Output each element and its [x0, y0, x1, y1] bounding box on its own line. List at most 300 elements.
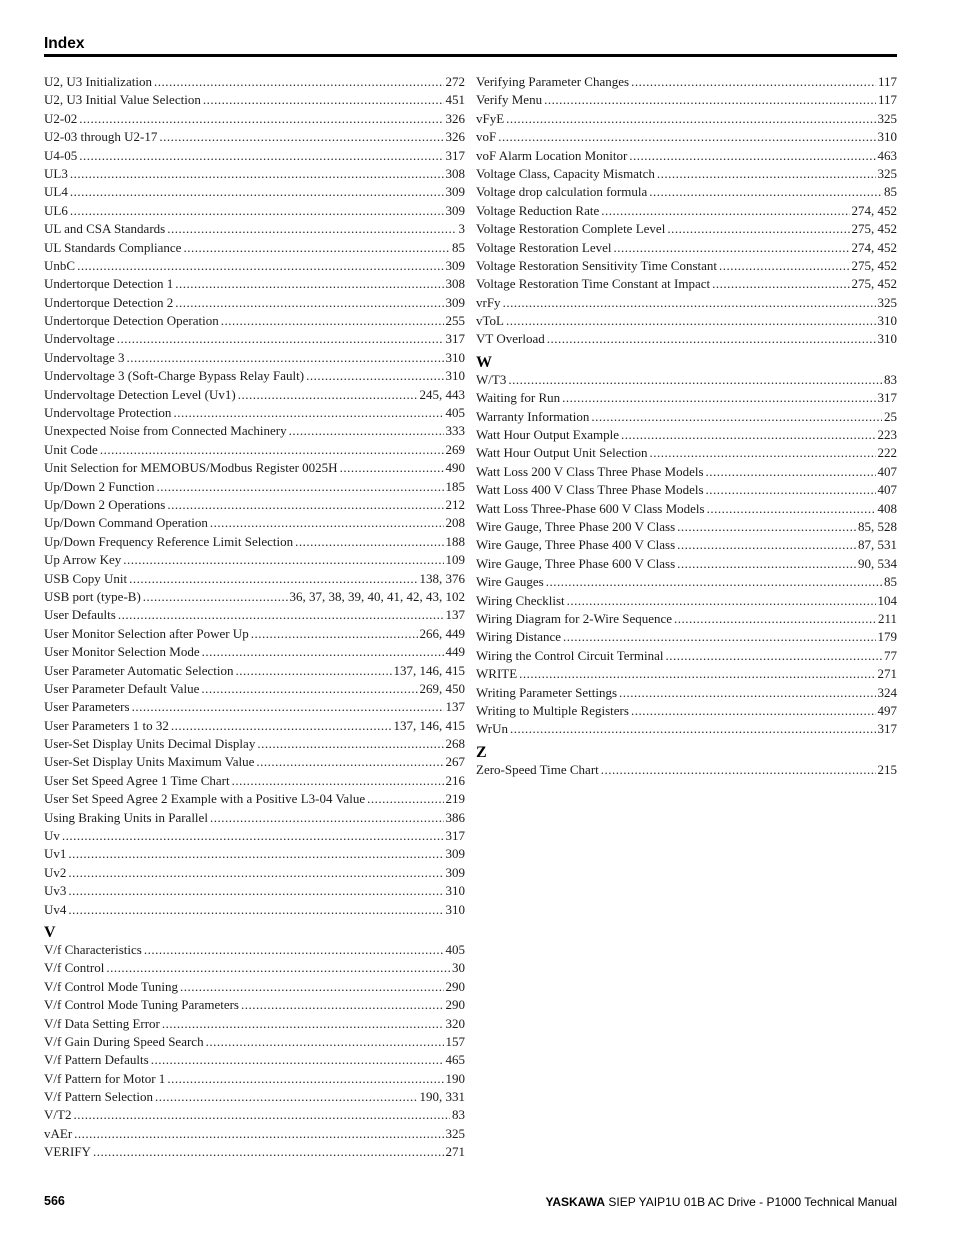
index-entry: [476, 648, 897, 666]
index-term: V/f Gain During Speed Search: [44, 1033, 204, 1049]
page-reference: 325: [877, 294, 897, 310]
index-term: Voltage Reduction Rate: [476, 202, 600, 218]
section-letter: V: [44, 923, 56, 941]
page-reference: 83: [452, 1107, 465, 1123]
index-entry: [44, 718, 465, 736]
dot-leader: [601, 203, 849, 219]
page-reference: 215: [877, 761, 897, 777]
page-reference: 223: [877, 427, 897, 443]
page-reference: 274, 452: [851, 239, 897, 255]
index-term: Waiting for Run: [476, 390, 561, 406]
index-entry: [44, 1071, 465, 1089]
page-reference: 222: [877, 445, 897, 461]
dot-leader: [117, 331, 444, 347]
page-reference: 216: [445, 772, 465, 788]
index-entry: [476, 721, 897, 739]
page-reference: 317: [877, 390, 897, 406]
index-entry: [44, 368, 465, 386]
index-entry: [476, 276, 897, 294]
index-entry: [44, 773, 465, 791]
page-reference: 325: [877, 110, 897, 126]
index-entry: [44, 1052, 465, 1070]
index-term: voF: [476, 129, 497, 145]
index-term: User Set Speed Agree 2 Example with a Positive L3-04 Value: [44, 791, 366, 807]
dot-leader: [498, 129, 875, 145]
index-entry: [476, 629, 897, 647]
index-term: UL and CSA Standards: [44, 221, 166, 237]
index-term: Wiring the Control Circuit Terminal: [476, 647, 664, 663]
index-entry: [44, 423, 465, 441]
index-term: Voltage drop calculation formula: [476, 184, 648, 200]
page-reference: 137, 146, 415: [393, 662, 465, 678]
page-reference: 36, 37, 38, 39, 40, 41, 42, 43, 102: [289, 588, 465, 604]
index-entry: [44, 754, 465, 772]
index-entry: [44, 571, 465, 589]
index-entry: [476, 372, 897, 390]
index-entry: [476, 221, 897, 239]
dot-leader: [677, 556, 856, 572]
dot-leader: [367, 791, 443, 807]
index-entry: [476, 519, 897, 537]
index-entry: [44, 111, 465, 129]
page-reference: 309: [445, 846, 465, 862]
page-reference: 405: [445, 405, 465, 421]
index-entry: [476, 184, 897, 202]
manual-title: [545, 1195, 897, 1209]
page-reference: 83: [884, 371, 897, 387]
dot-leader: [657, 166, 876, 182]
page-reference: 274, 452: [851, 202, 897, 218]
index-term: V/f Data Setting Error: [44, 1015, 160, 1031]
page-reference: 290: [445, 978, 465, 994]
dot-leader: [202, 644, 444, 660]
page-reference: 275, 452: [851, 276, 897, 292]
index-term: USB Copy Unit: [44, 570, 128, 586]
dot-leader: [677, 519, 856, 535]
page-reference: 85: [884, 574, 897, 590]
index-term: Undervoltage Detection Level (Uv1): [44, 386, 236, 402]
index-term: Up/Down 2 Operations: [44, 496, 166, 512]
dot-leader: [562, 390, 875, 406]
page-reference: 407: [877, 463, 897, 479]
page-reference: 308: [445, 276, 465, 292]
index-entry: [44, 479, 465, 497]
index-entry: [476, 129, 897, 147]
index-term: Wiring Checklist: [476, 592, 565, 608]
dot-leader: [666, 648, 882, 664]
page-reference: 386: [445, 809, 465, 825]
dot-leader: [544, 92, 876, 108]
page-reference: 449: [445, 644, 465, 660]
page-reference: 317: [445, 331, 465, 347]
page-reference: 117: [877, 92, 897, 108]
dot-leader: [707, 501, 876, 517]
index-term: Undervoltage 3: [44, 349, 125, 365]
page-reference: 326: [445, 129, 465, 145]
index-column-right: [476, 74, 897, 780]
dot-leader: [79, 111, 443, 127]
index-term: Voltage Restoration Sensitivity Time Constant: [476, 257, 717, 273]
index-entry: [44, 681, 465, 699]
index-entry: [44, 221, 465, 239]
page-reference: 188: [445, 533, 465, 549]
page-reference: 25: [884, 408, 897, 424]
index-entry: [44, 960, 465, 978]
dot-leader: [712, 276, 849, 292]
page-reference: 212: [445, 496, 465, 512]
index-entry: [44, 589, 465, 607]
index-entry: [476, 166, 897, 184]
dot-leader: [157, 479, 444, 495]
page-reference: 190: [445, 1070, 465, 1086]
index-term: V/f Characteristics: [44, 941, 142, 957]
dot-leader: [241, 997, 444, 1013]
index-term: Wire Gauge, Three Phase 600 V Class: [476, 555, 676, 571]
index-entry: [44, 129, 465, 147]
page-reference: 267: [445, 754, 465, 770]
index-entry: [44, 515, 465, 533]
index-entry: [476, 148, 897, 166]
page-reference: 465: [445, 1052, 465, 1068]
index-term: Voltage Restoration Complete Level: [476, 221, 666, 237]
page-number: 566: [44, 1194, 65, 1208]
index-entry: [476, 203, 897, 221]
index-entry: [476, 74, 897, 92]
index-term: Undertorque Detection Operation: [44, 313, 219, 329]
index-entry: [476, 313, 897, 331]
page-reference: 310: [877, 331, 897, 347]
index-entry: [476, 593, 897, 611]
index-term: Wire Gauge, Three Phase 400 V Class: [476, 537, 676, 553]
index-term: V/f Pattern for Motor 1: [44, 1070, 166, 1086]
dot-leader: [180, 979, 444, 995]
dot-leader: [167, 221, 456, 237]
index-term: V/T2: [44, 1107, 72, 1123]
index-term: Watt Hour Output Unit Selection: [476, 445, 648, 461]
index-term: V/f Pattern Selection: [44, 1089, 154, 1105]
index-entry: [476, 390, 897, 408]
dot-leader: [621, 427, 875, 443]
page-reference: 275, 452: [851, 221, 897, 237]
dot-leader: [563, 629, 875, 645]
page-reference: 333: [445, 423, 465, 439]
dot-leader: [206, 1034, 444, 1050]
page-reference: 309: [445, 184, 465, 200]
index-entry: [44, 387, 465, 405]
page-reference: 405: [445, 941, 465, 957]
dot-leader: [706, 482, 876, 498]
index-term: Uv1: [44, 846, 67, 862]
index-term: U2, U3 Initialization: [44, 74, 152, 89]
index-term: U2-02: [44, 110, 78, 126]
index-term: Verify Menu: [476, 92, 543, 108]
index-entry: [44, 442, 465, 460]
dot-leader: [257, 736, 443, 752]
header-rule: [44, 54, 897, 57]
dot-leader: [167, 497, 443, 513]
page-reference: 245, 443: [419, 386, 465, 402]
dot-leader: [123, 552, 443, 568]
dot-leader: [118, 607, 444, 623]
index-entry: [476, 295, 897, 313]
index-entry: [476, 501, 897, 519]
dot-leader: [70, 203, 444, 219]
index-entry: [476, 611, 897, 629]
index-entry: [44, 258, 465, 276]
page-reference: 309: [445, 864, 465, 880]
dot-leader: [506, 111, 875, 127]
index-term: User Parameter Automatic Selection: [44, 662, 234, 678]
index-term: Uv2: [44, 864, 67, 880]
index-entry: [44, 865, 465, 883]
page-reference: 77: [884, 647, 897, 663]
dot-leader: [506, 313, 876, 329]
page-reference: 157: [445, 1033, 465, 1049]
page-reference: 275, 452: [851, 257, 897, 273]
dot-leader: [306, 368, 443, 384]
index-entry: [44, 791, 465, 809]
dot-leader: [68, 883, 443, 899]
dot-leader: [667, 221, 849, 237]
index-term: Unit Code: [44, 441, 98, 457]
index-entry: [44, 203, 465, 221]
index-entry: [476, 482, 897, 500]
index-entry: [44, 497, 465, 515]
dot-leader: [289, 423, 444, 439]
index-term: Unexpected Noise from Connected Machinery: [44, 423, 287, 439]
dot-leader: [73, 1107, 450, 1123]
dot-leader: [100, 442, 444, 458]
page-reference: 310: [445, 883, 465, 899]
index-term: vAEr: [44, 1125, 73, 1141]
page-reference: 326: [445, 110, 465, 126]
dot-leader: [251, 626, 418, 642]
index-term: Watt Hour Output Example: [476, 427, 620, 443]
index-term: User Set Speed Agree 1 Time Chart: [44, 772, 230, 788]
dot-leader: [171, 718, 392, 734]
dot-leader: [340, 460, 444, 476]
dot-leader: [151, 1052, 444, 1068]
index-term: User Parameters: [44, 699, 130, 715]
page-reference: 310: [877, 313, 897, 329]
index-term: U4-05: [44, 147, 78, 163]
index-term: Wire Gauges: [476, 574, 544, 590]
index-term: Warranty Information: [476, 408, 590, 424]
dot-leader: [159, 129, 443, 145]
section-letter: Z: [476, 743, 487, 761]
index-term: Voltage Restoration Level: [476, 239, 612, 255]
dot-leader: [236, 663, 392, 679]
dot-leader: [155, 1089, 417, 1105]
index-entry: [44, 460, 465, 478]
index-term: Undertorque Detection 2: [44, 294, 174, 310]
dot-leader: [144, 942, 444, 958]
index-term: Zero-Speed Time Chart: [476, 761, 599, 777]
dot-leader: [519, 666, 875, 682]
dot-leader: [68, 846, 443, 862]
page-reference: 309: [445, 257, 465, 273]
index-entry: [44, 552, 465, 570]
index-term: Watt Loss 200 V Class Three Phase Models: [476, 463, 704, 479]
index-term: Uv3: [44, 883, 67, 899]
index-term: User Monitor Selection after Power Up: [44, 625, 249, 641]
dot-leader: [70, 166, 444, 182]
dot-leader: [631, 74, 876, 90]
index-entry: [476, 331, 897, 349]
page-reference: 219: [445, 791, 465, 807]
index-entry: [44, 942, 465, 960]
index-term: Wire Gauge, Three Phase 200 V Class: [476, 518, 676, 534]
page-reference: 490: [445, 460, 465, 476]
index-term: Up/Down 2 Function: [44, 478, 155, 494]
dot-leader: [74, 1126, 443, 1142]
dot-leader: [503, 295, 876, 311]
index-entry: [44, 1089, 465, 1107]
index-entry: [44, 74, 465, 92]
dot-leader: [706, 464, 876, 480]
dot-leader: [629, 148, 875, 164]
index-term: User-Set Display Units Maximum Value: [44, 754, 255, 770]
page-reference: 268: [445, 736, 465, 752]
index-term: Up/Down Command Operation: [44, 515, 208, 531]
page-reference: 317: [877, 721, 897, 737]
index-term: Writing to Multiple Registers: [476, 702, 629, 718]
index-term: vFyE: [476, 110, 505, 126]
index-title: Index: [44, 35, 85, 52]
page-reference: 325: [877, 165, 897, 181]
index-term: Voltage Restoration Time Constant at Impact: [476, 276, 711, 292]
index-term: Watt Loss 400 V Class Three Phase Models: [476, 482, 704, 498]
index-entry: [44, 166, 465, 184]
page-reference: 309: [445, 294, 465, 310]
dot-leader: [232, 773, 444, 789]
dot-leader: [183, 240, 450, 256]
index-term: Verifying Parameter Changes: [476, 74, 630, 89]
index-term: Up Arrow Key: [44, 552, 122, 568]
index-term: V/f Pattern Defaults: [44, 1052, 149, 1068]
page-reference: 271: [877, 666, 897, 682]
dot-leader: [631, 703, 876, 719]
dot-leader: [210, 515, 444, 531]
page-reference: 309: [445, 202, 465, 218]
index-entry: [44, 295, 465, 313]
dot-leader: [567, 593, 876, 609]
index-entry: [476, 556, 897, 574]
dot-leader: [129, 571, 417, 587]
page-reference: 308: [445, 165, 465, 181]
dot-leader: [154, 74, 444, 90]
index-term: Undervoltage Protection: [44, 405, 172, 421]
index-entry: [44, 184, 465, 202]
page-reference: 85: [452, 239, 465, 255]
index-term: WRITE: [476, 666, 518, 682]
page-reference: 137: [445, 699, 465, 715]
dot-leader: [162, 1016, 444, 1032]
page-reference: 272: [445, 74, 465, 89]
page-reference: 290: [445, 997, 465, 1013]
dot-leader: [62, 828, 444, 844]
page-reference: 255: [445, 313, 465, 329]
index-term: Wiring Diagram for 2-Wire Sequence: [476, 610, 673, 626]
index-term: User Defaults: [44, 607, 116, 623]
page-reference: 90, 534: [858, 555, 897, 571]
index-entry: [44, 240, 465, 258]
dot-leader: [547, 331, 876, 347]
page-reference: 138, 376: [419, 570, 465, 586]
index-term: Up/Down Frequency Reference Limit Selection: [44, 533, 294, 549]
dot-leader: [68, 865, 443, 881]
index-entry: [476, 427, 897, 445]
page-reference: 497: [877, 702, 897, 718]
index-term: V/f Control: [44, 960, 105, 976]
index-term: Uv4: [44, 901, 67, 917]
index-entry: [476, 445, 897, 463]
index-entry: [44, 1107, 465, 1125]
section-letter: W: [476, 353, 492, 371]
index-entry: [44, 828, 465, 846]
dot-leader: [201, 681, 417, 697]
index-term: UL3: [44, 165, 68, 181]
page-reference: 190, 331: [419, 1089, 465, 1105]
page-reference: 310: [445, 368, 465, 384]
manual-name: SIEP YAIP1U 01B AC Drive - P1000 Technical Manual: [605, 1195, 897, 1209]
index-term: voF Alarm Location Monitor: [476, 147, 628, 163]
dot-leader: [601, 762, 876, 778]
page-reference: 317: [445, 828, 465, 844]
index-term: Undertorque Detection 1: [44, 276, 174, 292]
index-term: V/f Control Mode Tuning Parameters: [44, 997, 239, 1013]
dot-leader: [93, 1144, 444, 1160]
page-reference: 117: [877, 74, 897, 89]
page-reference: 137: [445, 607, 465, 623]
index-entry: [476, 92, 897, 110]
page-reference: 85, 528: [858, 518, 897, 534]
dot-leader: [650, 445, 876, 461]
page-reference: 407: [877, 482, 897, 498]
page-reference: 320: [445, 1015, 465, 1031]
index-entry: [44, 331, 465, 349]
page-reference: 463: [877, 147, 897, 163]
dot-leader: [77, 258, 443, 274]
page-reference: 269, 450: [419, 680, 465, 696]
index-term: Uv: [44, 828, 60, 844]
page-reference: 310: [445, 349, 465, 365]
index-term: UnbC: [44, 257, 76, 273]
dot-leader: [614, 240, 850, 256]
dot-leader: [508, 372, 882, 388]
dot-leader: [127, 350, 444, 366]
index-entry: [44, 405, 465, 423]
dot-leader: [175, 276, 443, 292]
index-term: VERIFY: [44, 1144, 91, 1160]
brand-name: YASKAWA: [545, 1195, 606, 1209]
index-entry: [476, 111, 897, 129]
page-reference: 324: [877, 684, 897, 700]
index-entry: [44, 1016, 465, 1034]
index-entry: [44, 148, 465, 166]
index-term: U2-03 through U2-17: [44, 129, 158, 145]
dot-leader: [238, 387, 418, 403]
page-reference: 85: [884, 184, 897, 200]
index-term: vToL: [476, 313, 504, 329]
index-term: Undervoltage: [44, 331, 115, 347]
index-entry: [476, 409, 897, 427]
page-reference: 271: [445, 1144, 465, 1160]
index-term: WrUn: [476, 721, 508, 737]
index-term: User Parameter Default Value: [44, 680, 200, 696]
dot-leader: [173, 405, 443, 421]
index-term: Watt Loss Three-Phase 600 V Class Models: [476, 500, 705, 516]
